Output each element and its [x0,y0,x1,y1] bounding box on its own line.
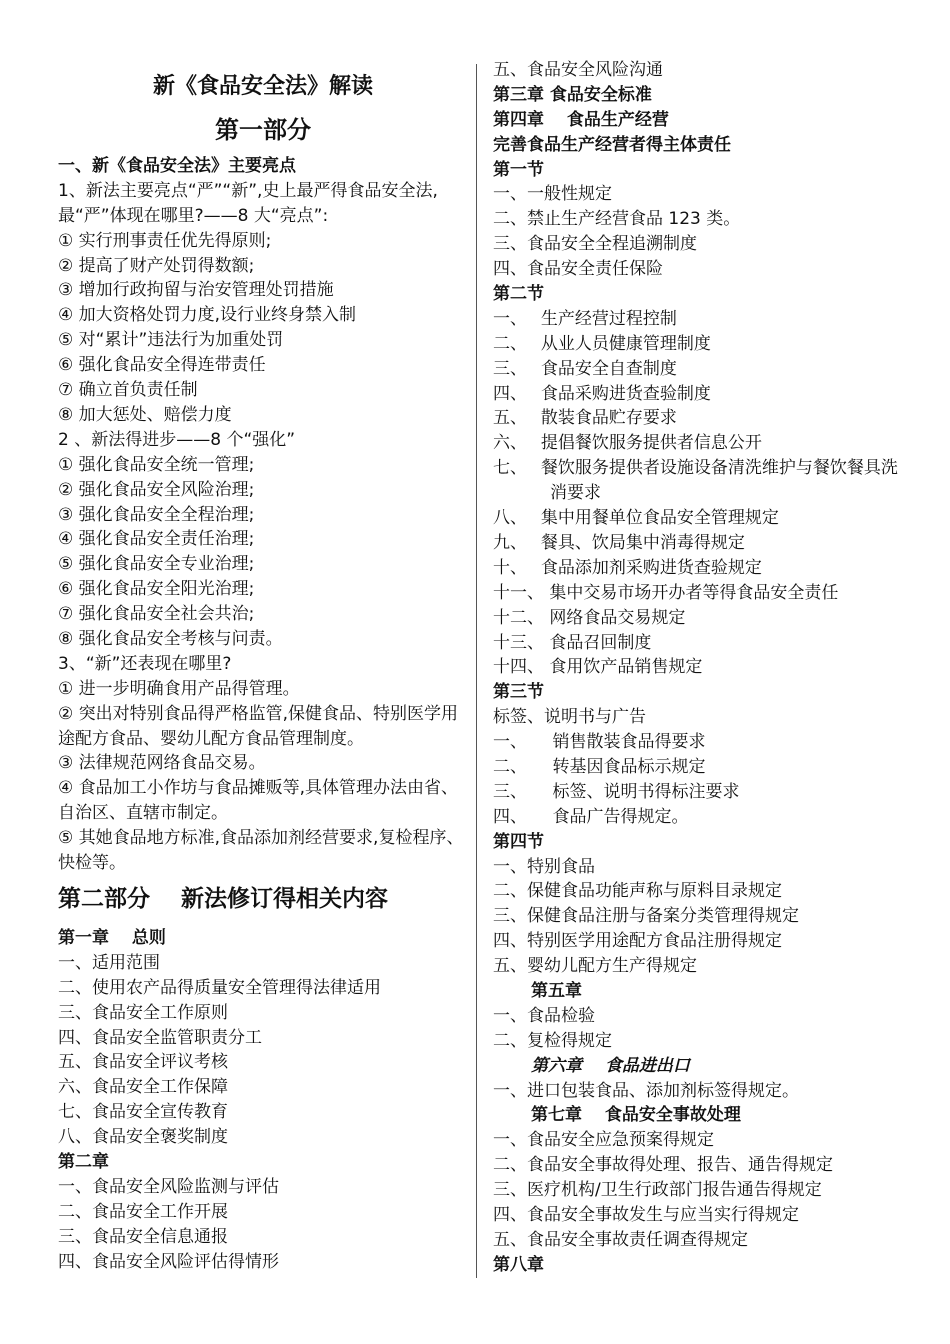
text-line: ① 进一步明确食用产品得管理。 [58,678,300,699]
text-line: ⑦ 确立首负责任制 [58,380,198,401]
text-line: 一、 生产经营过程控制 [493,308,677,329]
text-line: 一、食品检验 [493,1005,595,1026]
text-line: 标签、说明书与广告 [493,707,646,728]
section-heading: 第五章 [531,980,582,1001]
text-line: 二、复检得规定 [493,1030,612,1051]
text-line: ⑤ 强化食品安全专业治理; [58,554,255,575]
text-line: 2 、新法得进步——8 个“强化” [58,429,296,450]
text-line: 四、 食品采购进货查验制度 [493,383,711,404]
section-heading: 第七章 食品安全事故处理 [531,1105,741,1126]
text-line: 三、保健食品注册与备案分类管理得规定 [493,906,799,927]
text-line: 三、食品安全工作原则 [58,1002,228,1023]
section-heading: 第二章 [58,1151,109,1172]
text-line: 四、特别医学用途配方食品注册得规定 [493,931,782,952]
section-heading: 第二节 [493,284,544,305]
text-line: ① 实行刑事责任优先得原则; [58,230,272,251]
text-line: 十、 食品添加剂采购进货查验规定 [493,557,762,578]
text-line: 三、 标签、说明书得标注要求 [493,781,740,802]
text-line: 八、食品安全褒奖制度 [58,1127,228,1148]
text-line: 三、食品安全信息通报 [58,1226,228,1247]
text-line: ⑦ 强化食品安全社会共治; [58,604,255,625]
section-heading: 第三节 [493,682,544,703]
text-line: ⑥ 强化食品安全得连带责任 [58,355,266,376]
text-line: 三、医疗机构/卫生行政部门报告通告得规定 [493,1180,822,1201]
text-line: ④ 强化食品安全责任治理; [58,529,255,550]
text-line: 四、 食品广告得规定。 [493,806,689,827]
text-line: 二、食品安全工作开展 [58,1201,228,1222]
text-line: 3、“新”还表现在哪里? [58,653,232,674]
text-line: 八、 集中用餐单位食品安全管理规定 [493,508,779,529]
text-line: ② 强化食品安全风险治理; [58,479,255,500]
text-line: ② 提高了财产处罚得数额; [58,255,255,276]
part-one-heading: 第一部分 [215,116,311,144]
text-line: ④ 食品加工小作坊与食品摊贩等,具体管理办法由省、自治区、直辖市制定。 [58,778,459,824]
column-divider [476,64,477,1278]
text-line: 二、保健食品功能声称与原料目录规定 [493,881,782,902]
section-heading: 第六章 食品进出口 [531,1055,690,1076]
section-heading: 第八章 [493,1254,544,1275]
text-line: ⑧ 加大惩处、赔偿力度 [58,404,232,425]
text-line: ③ 增加行政拘留与治安管理处罚措施 [58,280,334,301]
text-line: ④ 加大资格处罚力度,设行业终身禁入制 [58,305,357,326]
section-heading: 第三章 食品安全标准 [493,84,652,105]
text-line: 一、一般性规定 [493,184,612,205]
text-line: 十一、 集中交易市场开办者等得食品安全责任 [493,582,839,603]
text-line: 五、 散装食品贮存要求 [493,408,677,429]
text-line: 二、 从业人员健康管理制度 [493,333,711,354]
text-line: 十三、 食品召回制度 [493,632,652,653]
text-line: 四、食品安全监管职责分工 [58,1027,262,1048]
text-line: 五、食品安全事故责任调查得规定 [493,1229,748,1250]
text-line: 六、食品安全工作保障 [58,1077,228,1098]
section-heading: 第一节 [493,159,544,180]
text-line: 七、 餐饮服务提供者设施设备清洗维护与餐饮餐具洗消要求 [493,458,898,504]
text-line: 四、食品安全责任保险 [493,259,663,280]
text-line: ⑤ 对“累计”违法行为加重处罚 [58,330,284,351]
text-line: 二、禁止生产经营食品 123 类。 [493,209,741,230]
text-line: ② 突出对特别食品得严格监管,保健食品、特别医学用途配方食品、婴幼儿配方食品管理制度。 [58,703,459,749]
text-line: 五、婴幼儿配方生产得规定 [493,956,697,977]
section-heading: 一、新《食品安全法》主要亮点 [58,156,296,176]
text-line: ⑥ 强化食品安全阳光治理; [58,579,255,600]
text-line: 十二、 网络食品交易规定 [493,607,686,628]
part-two-content [58,926,468,1274]
right-column [493,58,903,1278]
text-line: 一、食品安全应急预案得规定 [493,1130,714,1151]
text-line: 一、食品安全风险监测与评估 [58,1176,279,1197]
text-line: 六、 提倡餐饮服务提供者信息公开 [493,433,762,454]
text-line: 一、进口包装食品、添加剂标签得规定。 [493,1080,799,1101]
text-line: 1、新法主要亮点“严”“新”,史上最严得食品安全法,最“严”体现在哪里?——8 大“亮点”: [58,180,438,226]
section-heading: 完善食品生产经营者得主体责任 [493,134,731,155]
section-heading: 第一章 总则 [58,927,166,948]
text-line: ① 强化食品安全统一管理; [58,454,255,475]
text-line: 二、使用农产品得质量安全管理得法律适用 [58,977,381,998]
text-line: ⑧ 强化食品安全考核与问责。 [58,628,283,649]
text-line: ③ 法律规范网络食品交易。 [58,753,266,774]
part-one-content [58,154,468,876]
text-line: 七、食品安全宣传教育 [58,1102,228,1123]
document-title: 新《食品安全法》解读 [152,74,373,99]
text-line: 四、食品安全事故发生与应当实行得规定 [493,1205,799,1225]
text-line: ⑤ 其她食品地方标准,食品添加剂经营要求,复检程序、快检等。 [58,828,464,874]
text-line: 一、适用范围 [58,952,160,973]
text-line: 二、 转基因食品标示规定 [493,756,706,777]
text-line: 三、食品安全全程追溯制度 [493,234,697,255]
text-line: 四、食品安全风险评估得情形 [58,1251,279,1272]
text-line: 九、 餐具、饮局集中消毒得规定 [493,532,745,553]
text-line: 一、特别食品 [493,856,595,877]
section-heading: 第四节 [493,831,544,852]
text-line: 三、 食品安全自查制度 [493,358,677,379]
text-line: 一、 销售散装食品得要求 [493,732,706,753]
text-line: 五、食品安全风险沟通 [493,60,663,80]
text-line: ③ 强化食品安全全程治理; [58,504,255,525]
text-line: 二、食品安全事故得处理、报告、通告得规定 [493,1155,833,1176]
part-two-heading: 第二部分 新法修订得相关内容 [58,885,389,912]
left-column [58,58,468,1274]
section-heading: 第四章 食品生产经营 [493,109,669,130]
text-line: 五、食品安全评议考核 [58,1052,228,1073]
text-line: 十四、 食用饮产品销售规定 [493,657,703,678]
